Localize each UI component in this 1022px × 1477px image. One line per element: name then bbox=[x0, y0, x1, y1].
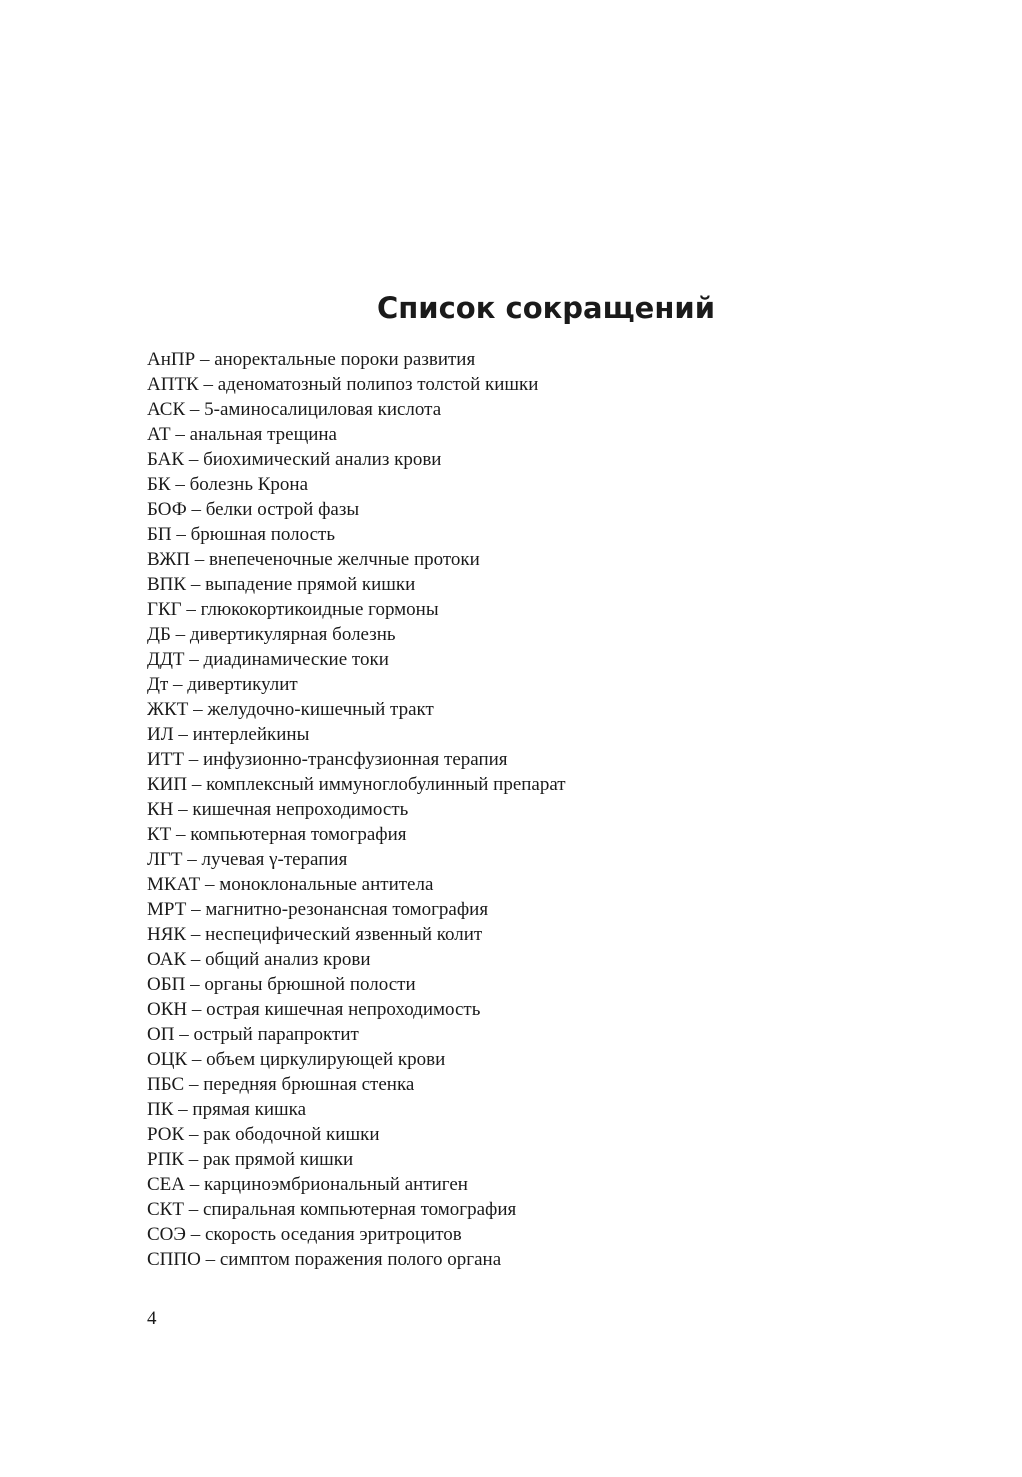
abbreviation-meaning: выпадение прямой кишки bbox=[205, 574, 416, 595]
abbreviation-list bbox=[147, 347, 566, 1272]
abbreviation-term: КН bbox=[147, 799, 174, 820]
abbreviation-entry bbox=[147, 472, 566, 497]
abbreviation-meaning: передняя брюшная стенка bbox=[203, 1074, 415, 1095]
abbreviation-meaning: анальная трещина bbox=[189, 424, 337, 445]
abbreviation-entry bbox=[147, 747, 566, 772]
abbreviation-dash: – bbox=[175, 624, 186, 645]
abbreviation-entry bbox=[147, 497, 566, 522]
abbreviation-entry bbox=[147, 372, 566, 397]
abbreviation-entry bbox=[147, 572, 566, 597]
abbreviation-entry bbox=[147, 672, 566, 697]
abbreviation-dash: – bbox=[190, 574, 201, 595]
abbreviation-dash: – bbox=[188, 449, 199, 470]
abbreviation-term: ОЦК bbox=[147, 1049, 188, 1070]
abbreviation-meaning: болезнь Крона bbox=[189, 474, 309, 495]
abbreviation-dash: – bbox=[190, 1224, 201, 1245]
abbreviation-meaning: органы брюшной полости bbox=[204, 974, 416, 995]
abbreviation-meaning: диадинамические токи bbox=[203, 649, 389, 670]
abbreviation-dash: – bbox=[188, 1074, 199, 1095]
abbreviation-entry bbox=[147, 522, 566, 547]
abbreviation-dash: – bbox=[178, 799, 188, 820]
abbreviation-entry bbox=[147, 447, 566, 472]
abbreviation-dash: – bbox=[178, 724, 188, 745]
abbreviation-entry bbox=[147, 647, 566, 672]
abbreviation-entry bbox=[147, 1047, 566, 1072]
abbreviation-term: СППО bbox=[147, 1249, 201, 1270]
abbreviation-meaning: дивертикулит bbox=[187, 674, 298, 695]
abbreviation-entry bbox=[147, 622, 566, 647]
abbreviation-dash: – bbox=[190, 974, 200, 995]
abbreviation-term: БОФ bbox=[147, 499, 187, 520]
abbreviation-dash: – bbox=[189, 1174, 200, 1195]
abbreviation-term: ОП bbox=[147, 1024, 175, 1045]
abbreviation-meaning: скорость оседания эритроцитов bbox=[204, 1224, 462, 1245]
abbreviation-entry bbox=[147, 547, 566, 572]
abbreviation-term: БАК bbox=[147, 449, 185, 470]
abbreviation-dash: – bbox=[176, 524, 186, 545]
abbreviation-meaning: белки острой фазы bbox=[205, 499, 360, 520]
abbreviation-dash: – bbox=[191, 774, 202, 795]
abbreviation-term: ВПК bbox=[147, 574, 187, 595]
abbreviation-entry bbox=[147, 847, 566, 872]
abbreviation-meaning: моноклональные антитела bbox=[219, 874, 434, 895]
abbreviation-dash: – bbox=[179, 1024, 189, 1045]
abbreviation-entry bbox=[147, 997, 566, 1022]
abbreviation-dash: – bbox=[176, 824, 186, 845]
abbreviation-entry bbox=[147, 872, 566, 897]
abbreviation-dash: – bbox=[188, 1149, 199, 1170]
abbreviation-dash: – bbox=[189, 399, 200, 420]
abbreviation-meaning: объем циркулирующей крови bbox=[206, 1049, 446, 1070]
abbreviation-dash: – bbox=[186, 599, 196, 620]
abbreviation-term: ПБС bbox=[147, 1074, 185, 1095]
abbreviation-dash: – bbox=[190, 924, 201, 945]
abbreviation-meaning: брюшная полость bbox=[190, 524, 335, 545]
abbreviation-term: ДДТ bbox=[147, 649, 185, 670]
abbreviation-meaning: симптом поражения полого органа bbox=[219, 1249, 502, 1270]
abbreviation-term: АТ bbox=[147, 424, 171, 445]
abbreviation-term: СЕА bbox=[147, 1174, 185, 1195]
abbreviation-term: КТ bbox=[147, 824, 172, 845]
abbreviation-dash: – bbox=[175, 474, 185, 495]
abbreviation-dash: – bbox=[194, 549, 205, 570]
abbreviation-term: ВЖП bbox=[147, 549, 190, 570]
abbreviation-term: НЯК bbox=[147, 924, 187, 945]
abbreviation-meaning: лучевая γ-терапия bbox=[201, 849, 348, 870]
abbreviation-meaning: аноректальные пороки развития bbox=[214, 349, 476, 370]
abbreviation-entry bbox=[147, 1022, 566, 1047]
page-number: 4 bbox=[147, 1308, 157, 1329]
page-title: Список сокращений bbox=[376, 291, 716, 325]
abbreviation-term: Дт bbox=[147, 674, 169, 695]
abbreviation-term: РОК bbox=[147, 1124, 185, 1145]
abbreviation-entry bbox=[147, 347, 566, 372]
abbreviation-entry bbox=[147, 1097, 566, 1122]
abbreviation-term: КИП bbox=[147, 774, 188, 795]
abbreviation-dash: – bbox=[204, 874, 215, 895]
abbreviation-entry bbox=[147, 922, 566, 947]
abbreviation-meaning: желудочно-кишечный тракт bbox=[207, 699, 434, 720]
abbreviation-term: АнПР bbox=[147, 349, 196, 370]
abbreviation-term: БП bbox=[147, 524, 172, 545]
abbreviation-entry bbox=[147, 1247, 566, 1272]
abbreviation-dash: – bbox=[191, 899, 201, 920]
abbreviation-entry bbox=[147, 822, 566, 847]
abbreviation-meaning: острая кишечная непроходимость bbox=[206, 999, 481, 1020]
abbreviation-meaning: спиральная компьютерная томография bbox=[202, 1199, 517, 1220]
abbreviation-dash: – bbox=[191, 499, 201, 520]
abbreviation-entry bbox=[147, 1122, 566, 1147]
abbreviation-dash: – bbox=[190, 949, 201, 970]
abbreviation-dash: – bbox=[188, 1124, 199, 1145]
abbreviation-meaning: рак ободочной кишки bbox=[203, 1124, 380, 1145]
abbreviation-entry bbox=[147, 947, 566, 972]
abbreviation-entry bbox=[147, 972, 566, 997]
abbreviation-entry bbox=[147, 772, 566, 797]
abbreviation-term: ЛГТ bbox=[147, 849, 183, 870]
abbreviation-term: ПК bbox=[147, 1099, 174, 1120]
abbreviation-entry bbox=[147, 1197, 566, 1222]
abbreviation-meaning: рак прямой кишки bbox=[202, 1149, 354, 1170]
abbreviation-meaning: интерлейкины bbox=[192, 724, 310, 745]
abbreviation-term: МРТ bbox=[147, 899, 187, 920]
abbreviation-dash: – bbox=[173, 674, 183, 695]
abbreviation-entry bbox=[147, 797, 566, 822]
abbreviation-entry bbox=[147, 1222, 566, 1247]
abbreviation-entry bbox=[147, 422, 566, 447]
abbreviation-term: ОАК bbox=[147, 949, 187, 970]
abbreviation-term: МКАТ bbox=[147, 874, 201, 895]
abbreviation-meaning: 5-аминосалициловая кислота bbox=[204, 399, 442, 420]
abbreviation-entry bbox=[147, 397, 566, 422]
abbreviation-meaning: компьютерная томография bbox=[190, 824, 407, 845]
abbreviation-meaning: карциноэмбриональный антиген bbox=[204, 1174, 468, 1195]
abbreviation-term: АСК bbox=[147, 399, 186, 420]
abbreviation-meaning: неспецифический язвенный колит bbox=[205, 924, 483, 945]
abbreviation-meaning: кишечная непроходимость bbox=[192, 799, 409, 820]
abbreviation-dash: – bbox=[175, 424, 185, 445]
abbreviation-dash: – bbox=[191, 1049, 202, 1070]
abbreviation-dash: – bbox=[191, 999, 202, 1020]
abbreviation-entry bbox=[147, 1072, 566, 1097]
abbreviation-term: БК bbox=[147, 474, 171, 495]
abbreviation-term: ЖКТ bbox=[147, 699, 189, 720]
abbreviation-dash: – bbox=[193, 699, 203, 720]
abbreviation-meaning: общий анализ крови bbox=[205, 949, 371, 970]
abbreviation-dash: – bbox=[205, 1249, 216, 1270]
abbreviation-term: СКТ bbox=[147, 1199, 184, 1220]
abbreviation-meaning: острый парапроктит bbox=[193, 1024, 359, 1045]
abbreviation-dash: – bbox=[187, 849, 197, 870]
abbreviation-dash: – bbox=[203, 374, 213, 395]
abbreviation-entry bbox=[147, 722, 566, 747]
abbreviation-term: АПТК bbox=[147, 374, 199, 395]
abbreviation-meaning: прямая кишка bbox=[192, 1099, 307, 1120]
abbreviation-dash: – bbox=[199, 349, 210, 370]
abbreviation-meaning: магнитно-резонансная томография bbox=[205, 899, 489, 920]
abbreviation-meaning: комплексный иммуноглобулинный препарат bbox=[206, 774, 566, 795]
abbreviation-meaning: аденоматозный полипоз толстой кишки bbox=[217, 374, 539, 395]
abbreviation-meaning: внепеченочные желчные протоки bbox=[208, 549, 480, 570]
abbreviation-term: РПК bbox=[147, 1149, 184, 1170]
abbreviation-entry bbox=[147, 697, 566, 722]
abbreviation-dash: – bbox=[189, 649, 199, 670]
abbreviation-meaning: инфузионно-трансфузионная терапия bbox=[202, 749, 508, 770]
abbreviation-meaning: биохимический анализ крови bbox=[203, 449, 442, 470]
abbreviation-meaning: глюкокортикоидные гормоны bbox=[200, 599, 439, 620]
abbreviation-term: ИЛ bbox=[147, 724, 174, 745]
abbreviation-dash: – bbox=[188, 1199, 199, 1220]
abbreviation-dash: – bbox=[188, 749, 199, 770]
abbreviation-entry bbox=[147, 1172, 566, 1197]
abbreviation-entry bbox=[147, 597, 566, 622]
abbreviation-term: ГКГ bbox=[147, 599, 182, 620]
abbreviation-term: ОКН bbox=[147, 999, 188, 1020]
abbreviation-term: ДБ bbox=[147, 624, 171, 645]
abbreviation-term: ОБП bbox=[147, 974, 186, 995]
abbreviation-term: ИТТ bbox=[147, 749, 184, 770]
abbreviation-term: СОЭ bbox=[147, 1224, 186, 1245]
abbreviation-dash: – bbox=[178, 1099, 188, 1120]
abbreviation-entry bbox=[147, 1147, 566, 1172]
abbreviation-meaning: дивертикулярная болезнь bbox=[189, 624, 396, 645]
abbreviation-entry bbox=[147, 897, 566, 922]
